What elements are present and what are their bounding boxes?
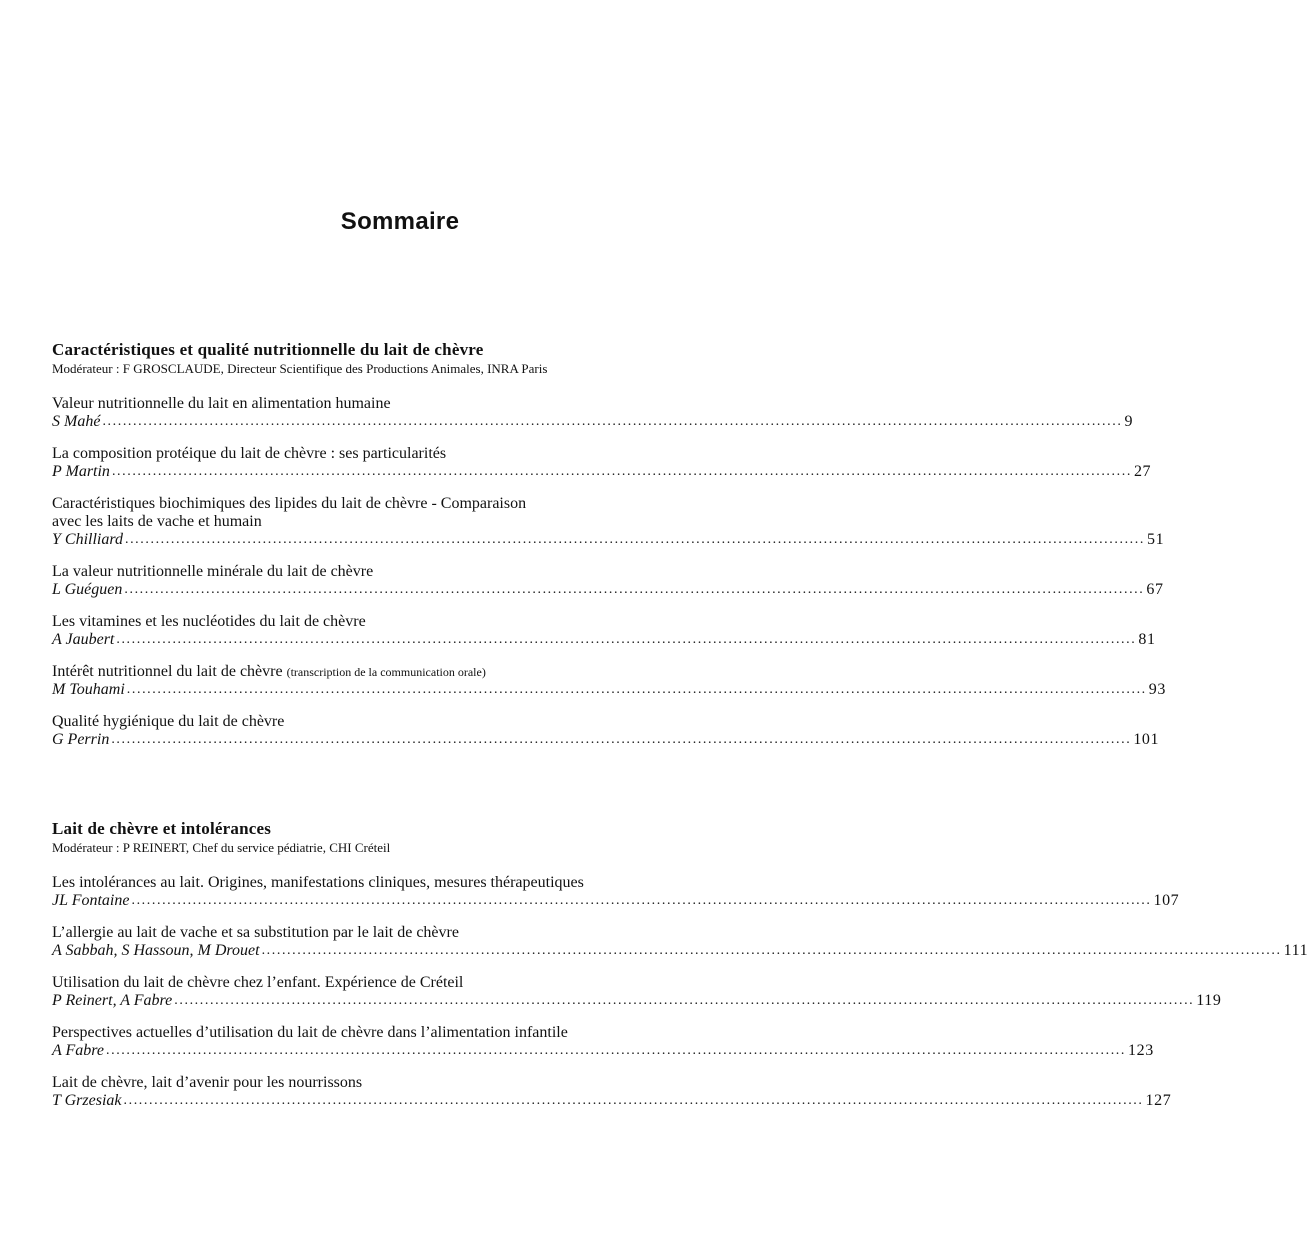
entry-author: G Perrin [52,731,110,748]
dot-leader: ........................................................................................................................................................................................................ [131,893,1152,908]
entry-title: Les intolérances au lait. Origines, manifestations cliniques, mesures thérapeutiques [52,874,584,891]
dot-leader: ........................................................................................................................................................................................................ [123,1093,1144,1108]
toc-section-intolerances [52,819,1308,1124]
entry-title-line2: avec les laits de vache et humain [52,513,262,530]
entry-page-number: 127 [1145,1092,1172,1109]
entry-page-number: 119 [1196,992,1222,1009]
dot-leader: ........................................................................................................................................................................................................ [124,532,1145,547]
toc-entry[interactable] [52,663,1166,699]
entry-title-text: Intérêt nutritionnel du lait de chèvre [52,663,283,680]
entry-page-number: 67 [1146,581,1164,598]
toc-entry[interactable] [52,495,1165,549]
entry-title: Lait de chèvre, lait d’avenir pour les nourrissons [52,1074,363,1091]
entry-author: M Touhami [52,681,125,698]
entry-author: L Guéguen [52,581,123,598]
toc-entry[interactable] [52,924,1308,960]
entry-title-note: (transcription de la communication orale) [286,665,486,679]
toc-entry[interactable] [52,445,1152,481]
toc-entry[interactable] [52,974,1222,1010]
entry-author: T Grzesiak [52,1092,122,1109]
entry-title: Utilisation du lait de chèvre chez l’enfant. Expérience de Créteil [52,974,464,991]
entry-title: L’allergie au lait de vache et sa substitution par le lait de chèvre [52,924,459,941]
toc-section-nutrition [52,340,1166,763]
entry-page-number: 51 [1146,531,1165,548]
entry-page-number: 111 [1283,942,1308,959]
entry-title: Perspectives actuelles d’utilisation du lait de chèvre dans l’alimentation infantile [52,1024,568,1041]
entry-page-number: 123 [1128,1042,1154,1059]
entry-page-number: 27 [1133,463,1152,480]
entry-author: Y Chilliard [52,531,123,548]
dot-leader: ........................................................................................................................................................................................................ [111,464,1132,479]
page-title: Sommaire [340,208,460,235]
entry-title [52,663,712,681]
entry-author: A Jaubert [52,631,115,648]
dot-leader: ........................................................................................................................................................................................................ [102,414,1123,429]
entry-page-number: 93 [1148,681,1166,698]
dot-leader: ........................................................................................................................................................................................................ [174,993,1195,1008]
entry-author: S Mahé [52,413,101,430]
dot-leader: ........................................................................................................................................................................................................ [111,732,1132,747]
dot-leader: ........................................................................................................................................................................................................ [106,1043,1126,1058]
entry-page-number: 107 [1153,892,1180,909]
toc-entry[interactable] [52,613,1156,649]
entry-page-number: 9 [1124,413,1134,430]
section-title: Lait de chèvre et intolérances [52,819,272,838]
entry-title: La composition protéique du lait de chèvre : ses particularités [52,445,447,462]
entry-author: JL Fontaine [52,892,130,909]
entry-author: A Fabre [52,1042,104,1059]
toc-entry[interactable] [52,563,1164,599]
entry-page-number: 101 [1133,731,1160,748]
dot-leader: ........................................................................................................................................................................................................ [261,943,1282,958]
dot-leader: ........................................................................................................................................................................................................ [124,582,1145,597]
entry-title: Caractéristiques biochimiques des lipides du lait de chèvre - Comparaison [52,495,527,512]
section-moderator: Modérateur : F GROSCLAUDE, Directeur Scientifique des Productions Animales, INRA Paris [52,361,548,376]
entry-author: A Sabbah, S Hassoun, M Drouet [52,942,260,959]
entry-title: Les vitamines et les nucléotides du lait de chèvre [52,613,366,630]
toc-entry[interactable] [52,874,1180,910]
toc-entry[interactable] [52,1024,1154,1060]
dot-leader: ........................................................................................................................................................................................................ [126,682,1147,697]
entry-page-number: 81 [1138,631,1156,648]
entry-title: La valeur nutritionnelle minérale du lait de chèvre [52,563,374,580]
entry-title: Valeur nutritionnelle du lait en alimentation humaine [52,395,391,412]
toc-entry[interactable] [52,713,1160,749]
entry-author: P Reinert, A Fabre [52,992,173,1009]
dot-leader: ........................................................................................................................................................................................................ [116,632,1137,647]
section-moderator: Modérateur : P REINERT, Chef du service pédiatrie, CHI Créteil [52,840,391,855]
toc-entry[interactable] [52,1074,1172,1110]
entry-title: Qualité hygiénique du lait de chèvre [52,713,285,730]
section-title: Caractéristiques et qualité nutritionnelle du lait de chèvre [52,340,484,359]
toc-entry[interactable] [52,395,1134,431]
entry-author: P Martin [52,463,110,480]
